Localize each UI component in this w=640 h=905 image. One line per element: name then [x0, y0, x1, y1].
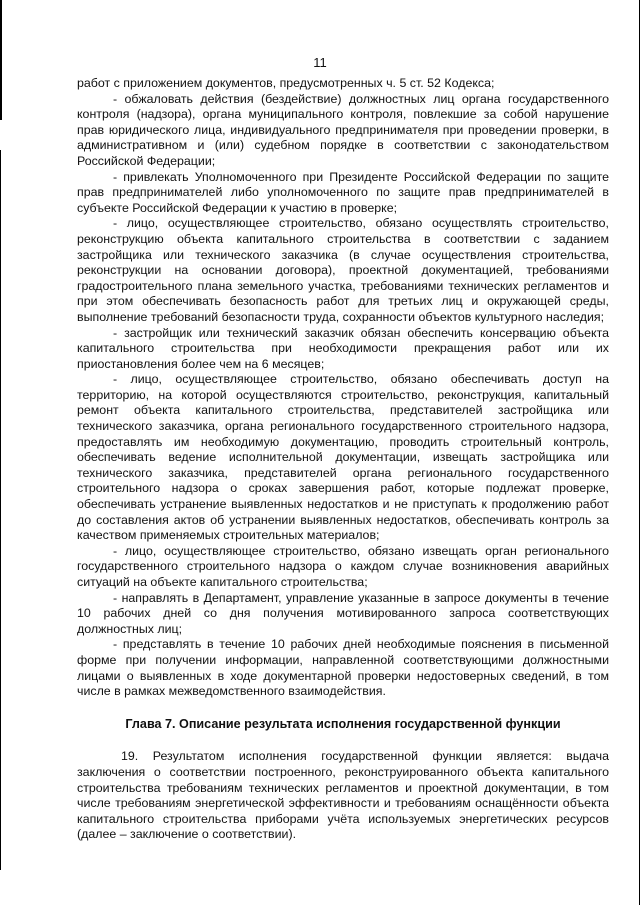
paragraph-site-access: - лицо, осуществляющее строительство, обязано обеспечивать доступ на территорию, на которой осуществляются строительство, реконструкция, капитальный ремонт объекта капитального строительства, представителей застройщика или технического заказчика, органа регионального государственного строительного надзора, предоставлять им необходимую документацию, проводить строительный контроль, обеспечивать ведение исполнительной документации, извещать застройщика или технического заказчика, представителей органа регионального государственного строительного надзора о сроках завершения работ, которые подлежат проверке, обеспечивать устранение выявленных недостатков и не приступать к продолжению работ до составления актов об устранении выявленных недостатков, обеспечивать контроль за качеством применяемых строительных материалов; — [77, 372, 609, 543]
page-number: 11 — [313, 55, 327, 70]
paragraph-continuation: работ с приложением документов, предусмотренных ч. 5 ст. 52 Кодекса; — [77, 76, 495, 90]
paragraph-appeal-actions: - обжаловать действия (бездействие) должностных лиц органа государственного контроля (надзора), органа муниципального контроля, повлекшие за собой нарушение прав юридического лица, индивидуального предпринимателя при проведении проверки, в административном и (или) судебном порядке в соответствии с законодательством Российской Федерации; — [77, 91, 609, 168]
paragraph-builder-duties: - лицо, осуществляющее строительство, обязано осуществлять строительство, реконструкцию объекта капитального строительства в соответствии с заданием застройщика или технического заказчика (в случае осуществления строительства, реконструкции на основании договора), проектной документацией, требованиями градостроительного плана земельного участка, требованиями технических регламентов и при этом обеспечивать безопасность работ для третьих лиц и окружающей среды, выполнение требований безопасности труда, сохранности объектов культурного наследия; — [77, 216, 609, 324]
paragraph-result: 19. Результатом исполнения государственной функции является: выдача заключения о соответствии построенного, реконструированного объекта капитального строительства требованиям технических регламентов и проектной документации, в том числе требованиям энергетической эффективности и требованиям оснащённости объекта капитального строительства приборами учёта используемых энергетических ресурсов (далее – заключение о соответствии). — [77, 749, 609, 842]
paragraph-explanations: - представлять в течение 10 рабочих дней необходимые пояснения в письменной форме при получении информации, направленной соответствующими должностными лицами о выявленных в ходе документарной проверки недостоверных сведений, в том числе в рамках межведомственного взаимодействия. — [77, 637, 609, 699]
paragraph-ombudsman: - привлекать Уполномоченного при Президенте Российской Федерации по защите прав предпринимателей либо уполномоченного по защите прав предпринимателей в субъекте Российской Федерации к участию в проверке; — [77, 169, 609, 215]
chapter-heading: Глава 7. Описание результата исполнения государственной функции — [125, 716, 561, 731]
paragraph-emergency-notice: - лицо, осуществляющее строительство, обязано извещать орган регионального государственного строительного надзора о каждом случае возникновения аварийных ситуаций на объекте капитального строительства; — [77, 543, 609, 589]
document-body — [77, 76, 609, 843]
paragraph-submit-documents: - направлять в Департамент, управление указанные в запросе документы в течение 10 рабочих дней со дня получения мотивированного запроса соответствующих должностных лиц; — [77, 590, 609, 636]
paragraph-conservation: - застройщик или технический заказчик обязан обеспечить консервацию объекта капитального строительства при необходимости прекращения работ или их приостановления более чем на 6 месяцев; — [77, 325, 609, 371]
scan-edge-left — [0, 150, 1, 870]
